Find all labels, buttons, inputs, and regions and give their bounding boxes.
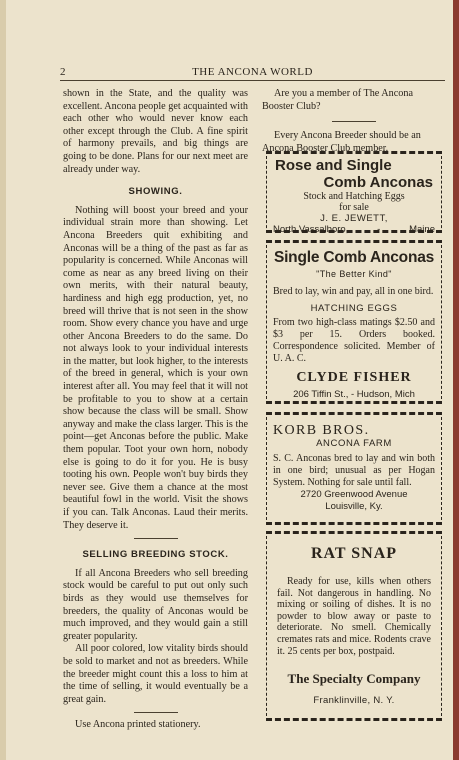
ad-title-line-2: Comb Anconas	[323, 174, 433, 191]
publication-title: THE ANCONA WORLD	[192, 66, 313, 78]
intro-paragraph: shown in the State, and the quality was excellent. Ancona people get acquainted with each other who would never know each other except through the Club. A fine spirit of harmony prevails, and big things are going to be done. Plans for our next meet are already under way.	[63, 88, 249, 175]
breeding-paragraph-2: All poor colored, low vitality birds should be sold to market and not as breeders. While the breeder might count this a loss to him at the time of selling, it would eventually be a great gain.	[63, 643, 248, 705]
right-column	[262, 88, 445, 155]
section-divider	[134, 712, 178, 713]
booster-note: Every Ancona Breeder should be an Ancona Booster Club member.	[262, 130, 421, 154]
ad-title: RAT SNAP	[310, 545, 398, 562]
left-column	[63, 88, 248, 732]
rat-snap-advertisement	[266, 531, 442, 721]
ad-eggs-text: From two high-class matings $2.50 and $3 per 15. Orders booked. Correspondence solicited. Member of U. A. C.	[273, 317, 435, 364]
ad-body: S. C. Anconas bred to lay and win both in one bird; unusual as per Hogan System. Nothing for sale until fall.	[273, 453, 435, 488]
advertiser-location	[267, 224, 441, 235]
section-divider	[134, 538, 178, 539]
ad-body: Bred to lay, win and pay, all in one bird.	[273, 286, 434, 297]
advertiser-address: 206 Tiffin St., - Hudson, Mich	[293, 389, 415, 400]
ad-slogan: "The Better Kind"	[316, 269, 392, 279]
booster-question: Are you a member of The Ancona Booster Club?	[262, 88, 413, 112]
advertiser-street: 2720 Greenwood Avenue	[300, 489, 408, 500]
ad-subheading: HATCHING EGGS	[310, 303, 398, 314]
page-number: 2	[60, 66, 66, 78]
advertiser-state: Maine	[409, 224, 435, 235]
advertiser-name: CLYDE FISHER	[296, 370, 412, 385]
company-name: The Specialty Company	[287, 671, 421, 687]
stationery-note: Use Ancona printed stationery.	[75, 719, 201, 731]
advertiser-city: Louisville, Ky.	[325, 501, 383, 512]
showing-heading: SHOWING.	[128, 186, 183, 198]
header-rule	[60, 80, 445, 81]
advertiser-name: J. E. JEWETT,	[320, 213, 388, 224]
jewett-advertisement	[266, 151, 442, 233]
advertiser-town: North Vassalboro,	[273, 224, 349, 235]
farm-name: ANCONA FARM	[316, 438, 392, 449]
ad-line-stock: Stock and Hatching Eggs	[303, 191, 405, 202]
korb-advertisement	[266, 412, 442, 525]
breeding-paragraph-1: If all Ancona Breeders who sell breeding stock would be careful to put out only such birds as they would use themselves for breeders, the quality of Anconas would be much improved, and they would gain a still greater popularity.	[63, 567, 248, 642]
breeding-heading: SELLING BREEDING STOCK.	[82, 549, 229, 561]
showing-paragraph: Nothing will boost your breed and your individual strain more than showing. Let Ancona Breeders quit exhibiting and Anconas will be a thing of the past as far as popularity is concerned. While Anconas will come as near as any breed living on their own merits, with their natural beauty, hardiness and high egg production, yet, no breed will thrive that is not seen in the show room. Show every chance you have and urge other Ancona Breeders to do the same. Do not always look to your individual interests in the matter, but look higher, to the interests of the breed in general, which is your own interest after all. You may feel that it will not be profitable to you to show at a certain show because the class will be small. Show anyway and make the class larger. This is the point—get Anconas before the public. Make them popular. Toot your own horn, nobody else is going to do it for you. He is busy tooting his own. People won't buy birds they never see. Give them a chance at the most beautiful fowl in the world. Visit the shows if you can. Talk Anconas. Laud their merits. They deserve it.	[63, 204, 248, 531]
ad-body: Ready for use, kills when others fail. Not dangerous in handling. No mixing or soiling of dishes. It is no powder to blow away or paste to deteriorate. No smell. Chemically cremates rats and mice. Rodents crave it. 25 cents per box, postpaid.	[277, 576, 431, 657]
ad-title: KORB BROS.	[273, 423, 370, 438]
ad-title: Single Comb Anconas	[273, 249, 435, 266]
binding-edge	[453, 0, 459, 760]
location-dash: -	[377, 224, 381, 235]
ad-line-sale: for sale	[339, 202, 369, 213]
fisher-advertisement	[266, 240, 442, 404]
ad-title-line-1: Rose and Single	[275, 157, 392, 174]
running-header	[60, 66, 445, 80]
company-location: Franklinville, N. Y.	[313, 695, 395, 707]
section-divider	[332, 121, 376, 122]
